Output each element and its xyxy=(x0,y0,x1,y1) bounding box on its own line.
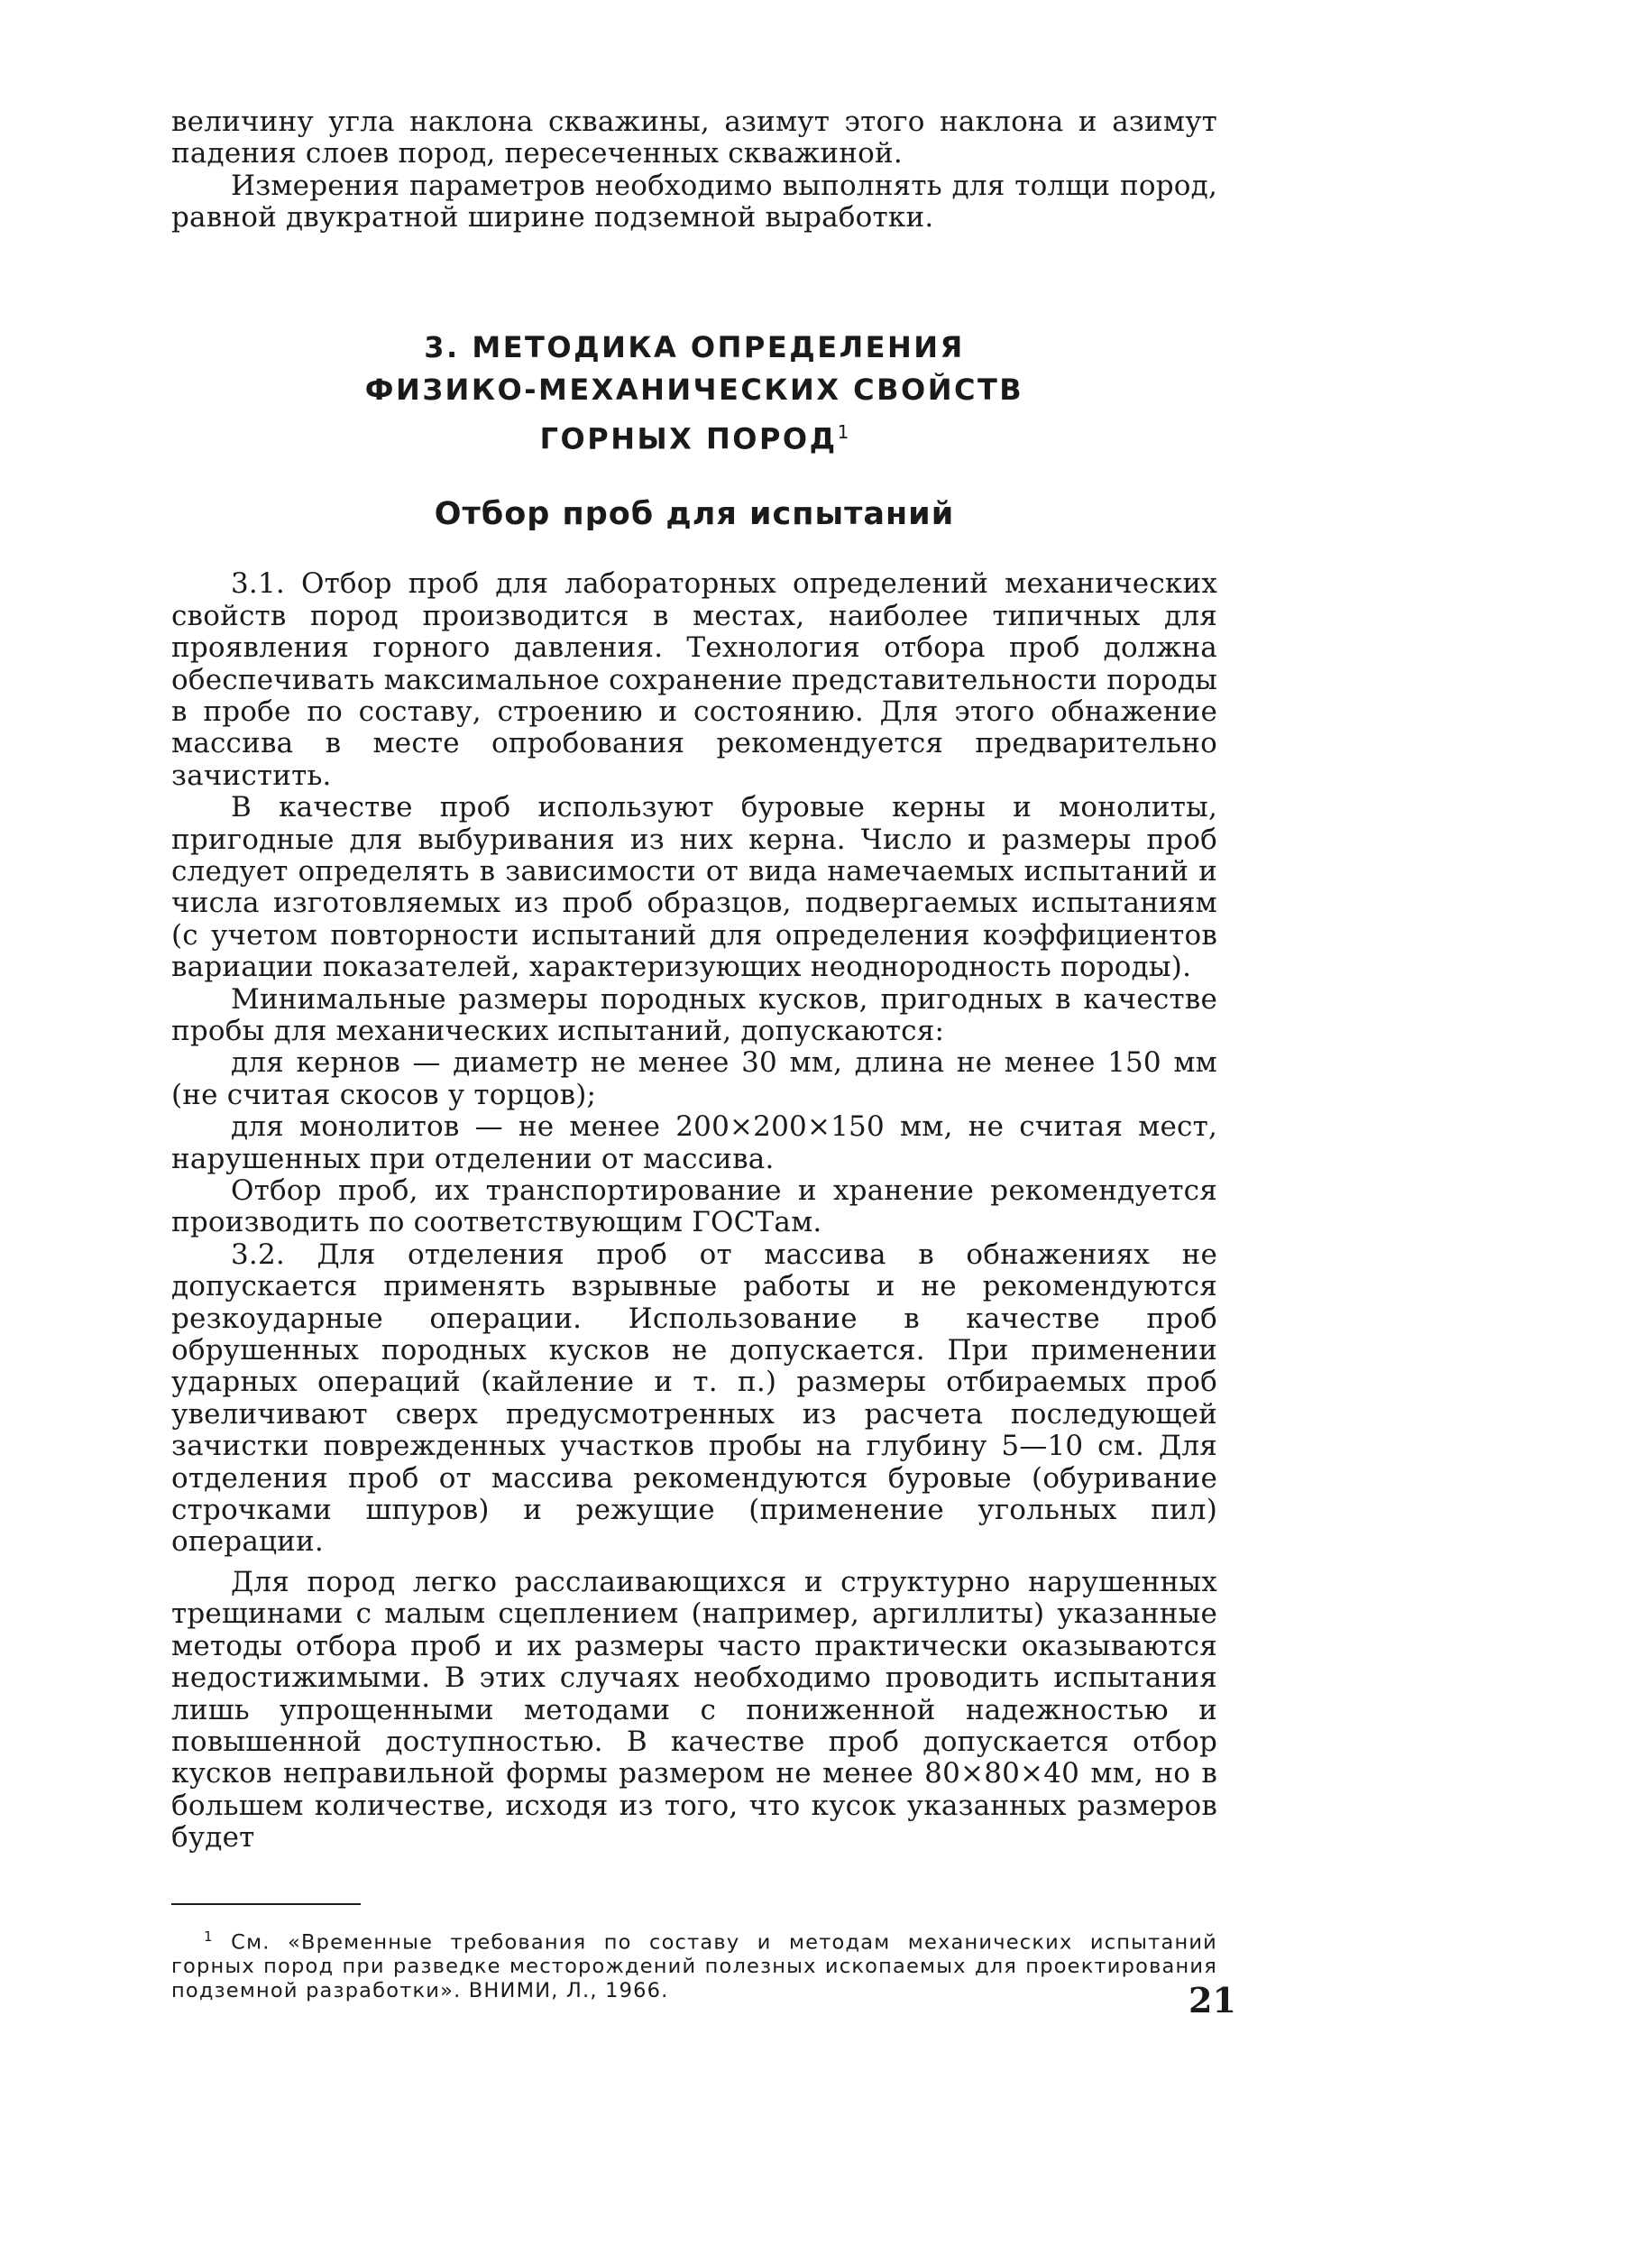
footnote-text: См. «Временные требования по составу и методам механических испытаний горных пород при разведке месторождений полезных ископаемых для проектирования подземной разработки». ВНИМИ, Л., 1966. xyxy=(171,1930,1217,2003)
section-footnote-mark: 1 xyxy=(837,420,849,443)
paragraph-cores: для кернов — диаметр не менее 30 мм, длина не менее 150 мм (не считая скосов у торцов); xyxy=(171,1046,1217,1111)
section-heading-line-2: ФИЗИКО-МЕХАНИЧЕСКИХ СВОЙСТВ xyxy=(364,372,1024,407)
intro-paragraph-2: Измерения параметров необходимо выполнять для толщи пород, равной двукратной ширине подземной выработки. xyxy=(171,169,1217,235)
paragraph-monoliths: для монолитов — не менее 200×200×150 мм, не считая мест, нарушенных при отделении от массива. xyxy=(171,1110,1217,1175)
paragraph-weak-rocks: Для пород легко расслаивающихся и структурно нарушенных трещинами с малым сцеплением (например, аргиллиты) указанные методы отбора проб и их размеры часто практически оказываются недостижимыми. В этих случаях необходимо проводить испытания лишь упрощенными методами с пониженной надежностью и повышенной доступностью. В качестве проб допускается отбор кусков неправильной формы размером не менее 80×80×40 мм, но в большем количестве, исходя из того, что кусок указанных размеров будет xyxy=(171,1565,1217,1855)
footnote-rule xyxy=(171,1903,361,1905)
page-content xyxy=(171,106,1217,2003)
paragraph-3-1: 3.1. Отбор проб для лабораторных определений механических свойств пород производится в местах, наиболее типичных для проявления горного давления. Технология отбора проб должна обеспечивать максимальное сохранение представительности породы в пробе по составу, строению и состоянию. Для этого обнажение массива в месте опробования рекомендуется предварительно зачистить. xyxy=(171,567,1217,792)
paragraph-transport: Отбор проб, их транспортирование и хранение рекомендуется производить по соответствующим ГОСТам. xyxy=(171,1174,1217,1239)
page-number: 21 xyxy=(1189,1980,1236,2020)
footnote-mark: 1 xyxy=(204,1928,214,1945)
paragraph-min-sizes: Минимальные размеры породных кусков, пригодных в качестве пробы для механических испытаний, допускаются: xyxy=(171,982,1217,1047)
section-heading-line-1: 3. МЕТОДИКА ОПРЕДЕЛЕНИЯ xyxy=(424,329,965,364)
section-heading-line-3-text: ГОРНЫХ ПОРОД xyxy=(539,421,838,456)
section-heading xyxy=(171,327,1217,461)
paragraph-samples-types: В качестве проб используют буровые керны и монолиты, пригодные для выбуривания из них керна. Число и размеры проб следует определять в зависимости от вида намечаемых испытаний и числа изготовляемых из проб образцов, подвергаемых испытаниям (с учетом повторности испытаний для определения коэффициентов вариации показателей, характеризующих неоднородность породы). xyxy=(171,791,1217,984)
section-heading-line-3 xyxy=(171,411,1217,461)
intro-paragraph-1: величину угла наклона скважины, азимут этого наклона и азимут падения слоев пород, пересеченных скважиной. xyxy=(171,106,1217,170)
footnote xyxy=(171,1925,1217,2004)
paragraph-3-2: 3.2. Для отделения проб от массива в обнажениях не допускается применять взрывные работы и не рекомендуются резкоударные операции. Использование в качестве проб обрушенных породных кусков не допускается. При применении ударных операций (кайление и т. п.) размеры отбираемых проб увеличивают сверх предусмотренных из расчета последующей зачистки поврежденных участков пробы на глубину 5—10 см. Для отделения проб от массива рекомендуются буровые (обуривание строчками шпуров) и режущие (применение угольных пил) операции. xyxy=(171,1238,1217,1559)
subsection-heading: Отбор проб для испытаний xyxy=(434,496,955,533)
